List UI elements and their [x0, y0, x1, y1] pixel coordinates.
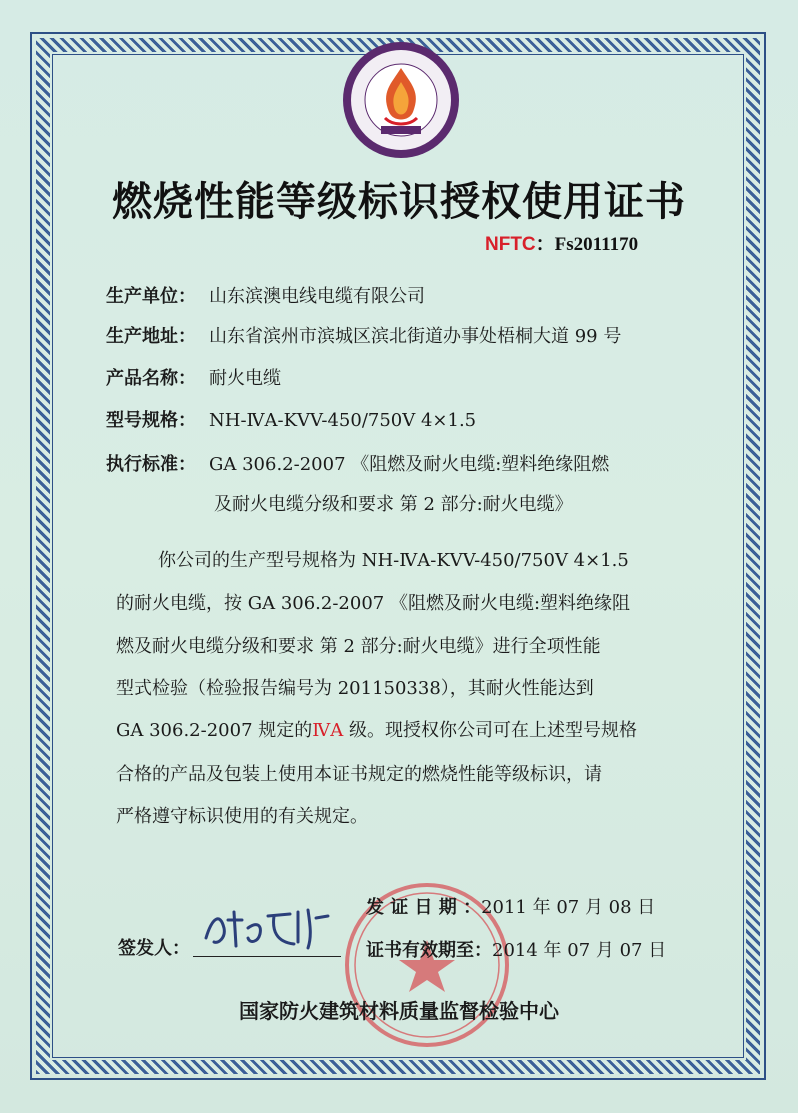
body-line-6: 合格的产品及包装上使用本证书规定的燃烧性能等级标识，请	[116, 764, 602, 785]
expiry-date	[366, 936, 666, 962]
grade-highlight: ⅣA	[312, 720, 344, 741]
field-product-name	[106, 364, 281, 390]
body-line-7: 严格遵守标识使用的有关规定。	[116, 806, 368, 827]
body-line-5c: 级。现授权你公司可在上述型号规格	[343, 720, 637, 741]
issue-date-label: 发 证 日 期 ：	[366, 897, 482, 918]
cert-number-label: NFTC	[485, 234, 536, 255]
issue-date-value: 2011 年 07 月 08 日	[481, 897, 656, 918]
certificate-number	[485, 229, 638, 256]
signer-label: 签发人：	[118, 938, 190, 959]
field-key: 型号规格：	[106, 410, 196, 431]
field-address	[106, 322, 621, 348]
issue-date	[366, 893, 655, 919]
expiry-date-value: 2014 年 07 月 07 日	[492, 940, 667, 961]
field-manufacturer	[106, 282, 425, 308]
field-key: 产品名称：	[106, 368, 196, 389]
body-line-3: 燃及耐火电缆分级和要求 第 2 部分:耐火电缆》进行全项性能	[116, 636, 601, 657]
field-value: 山东省滨州市滨城区滨北街道办事处梧桐大道 99 号	[209, 326, 622, 347]
body-line-2: 的耐火电缆，按 GA 306.2-2007 《阻燃及耐火电缆:塑料绝缘阻	[116, 593, 631, 614]
cert-number-sep: ：	[535, 234, 555, 255]
cert-number-value: Fs2011170	[554, 234, 639, 255]
field-model-spec	[106, 406, 476, 432]
field-key: 执行标准：	[106, 454, 196, 475]
field-value: 山东滨澳电线电缆有限公司	[209, 286, 425, 307]
field-key: 生产单位：	[106, 286, 196, 307]
certificate-title: 燃烧性能等级标识授权使用证书	[112, 179, 686, 225]
body-line-1: 你公司的生产型号规格为 NH-ⅣA-KVV-450/750V 4×1.5	[158, 550, 629, 571]
body-line-5	[116, 716, 637, 742]
field-standard	[106, 450, 609, 476]
handwritten-signature	[198, 898, 348, 960]
expiry-date-label: 证书有效期至：	[366, 940, 492, 961]
field-standard-continued: 及耐火电缆分级和要求 第 2 部分:耐火电缆》	[214, 494, 573, 515]
body-line-5a: GA 306.2-2007 规定的	[116, 720, 313, 741]
field-key: 生产地址：	[106, 326, 196, 347]
body-line-4: 型式检验（检验报告编号为 201150338），其耐火性能达到	[116, 678, 594, 699]
field-value: NH-ⅣA-KVV-450/750V 4×1.5	[209, 410, 477, 431]
issuing-authority: 国家防火建筑材料质量监督检验中心	[239, 999, 559, 1023]
field-value: 耐火电缆	[209, 368, 281, 389]
field-value: GA 306.2-2007 《阻燃及耐火电缆:塑料绝缘阻燃	[209, 454, 610, 475]
organization-logo	[341, 40, 461, 160]
signature-line	[193, 956, 341, 957]
